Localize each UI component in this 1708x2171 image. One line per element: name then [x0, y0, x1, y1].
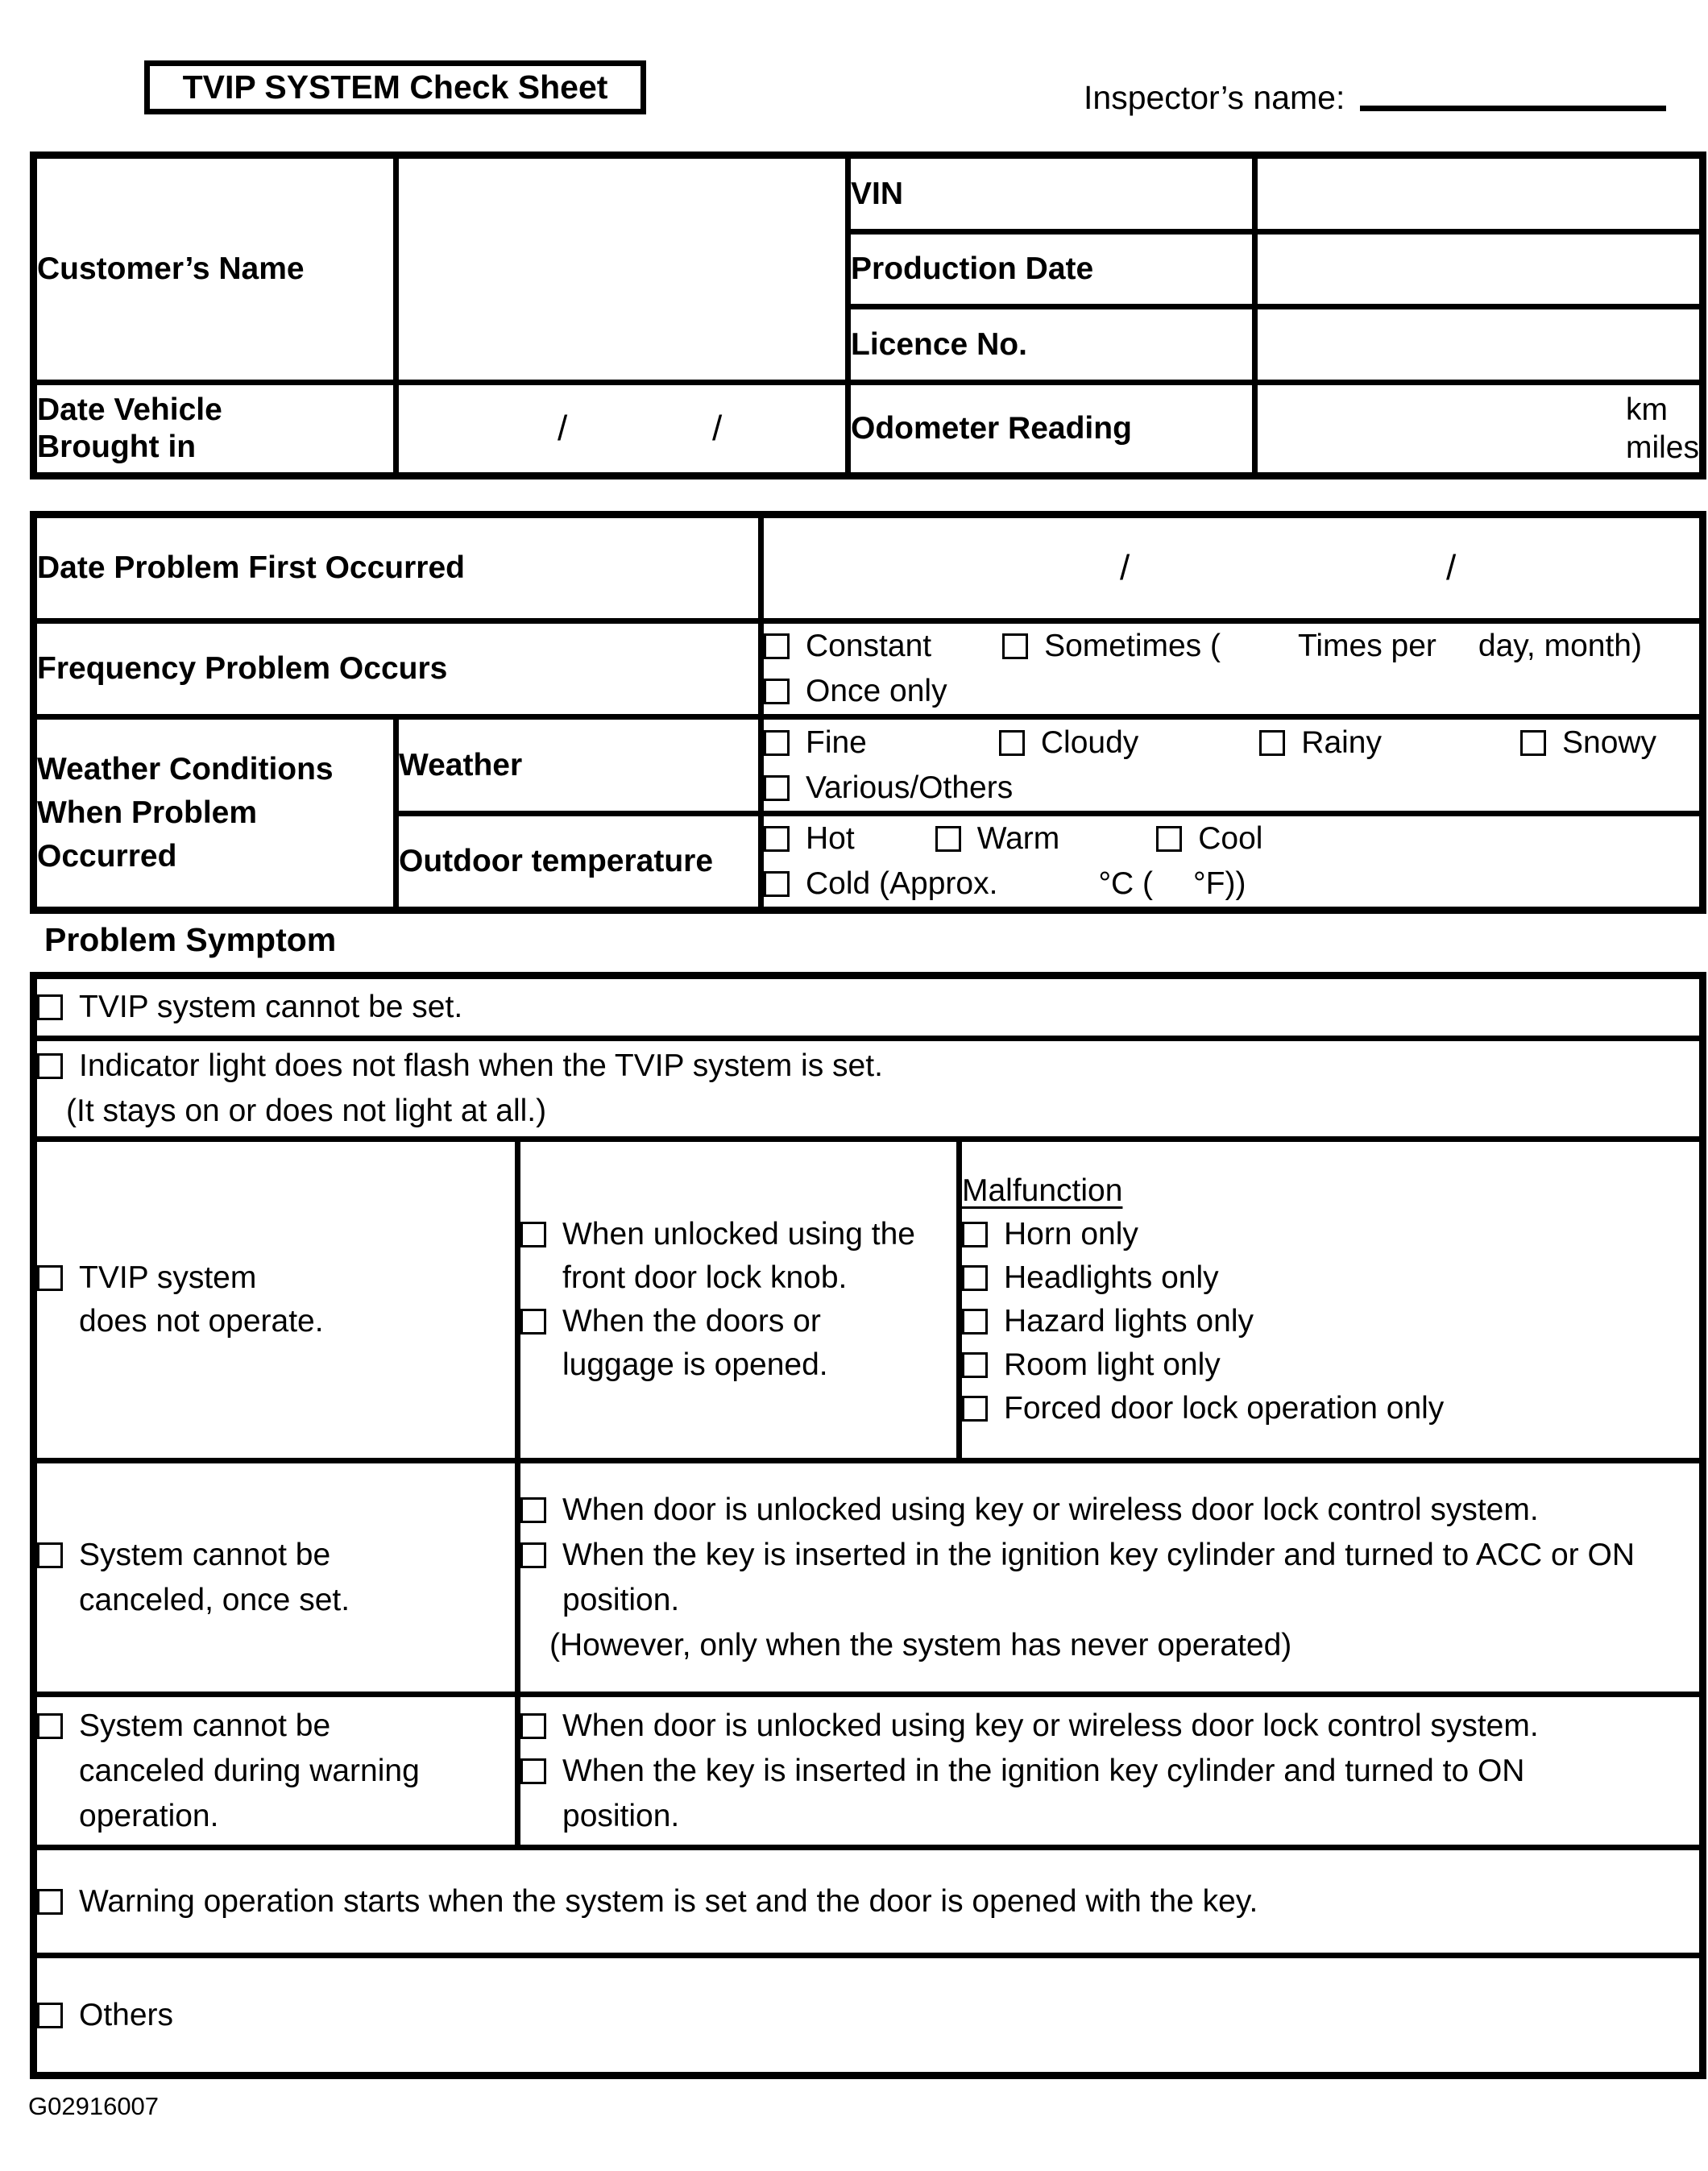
tvip-not-operate-line1: TVIP system [79, 1260, 257, 1295]
unit-miles: miles [1625, 430, 1699, 465]
cannot-cancel-warning-line3: operation. [79, 1798, 219, 1833]
symptom-row-cannot-set [34, 976, 1703, 1039]
fine-label: Fine [806, 724, 867, 760]
fahrenheit-label: °F)) [1193, 866, 1246, 901]
r5-key-on-line2: position. [562, 1798, 680, 1833]
indicator-light-label: Indicator light does not flash when the TVIP system is set. [79, 1048, 883, 1083]
problem-symptom-heading: Problem Symptom [44, 921, 337, 958]
frequency-options-cell [761, 621, 1703, 717]
checkbox-once-only[interactable] [764, 679, 790, 704]
licence-no-label-cell [848, 307, 1255, 383]
checkbox-r4-key-acc-on[interactable] [520, 1542, 546, 1568]
day-month-label: day, month) [1478, 629, 1642, 663]
checkbox-various-others[interactable] [764, 775, 790, 801]
indicator-light-note: (It stays on or does not light at all.) [66, 1094, 547, 1128]
r4-unlocked-key-wireless-label: When door is unlocked using key or wireless door lock control system. [562, 1492, 1539, 1527]
sometimes-label: Sometimes ( [1044, 629, 1221, 663]
cool-label: Cool [1198, 821, 1263, 856]
checkbox-cannot-cancel-once-set[interactable] [37, 1542, 63, 1568]
weather-label-cell [396, 717, 761, 814]
production-date-label: Production Date [851, 251, 1094, 286]
inspector-name-input-line[interactable] [1360, 106, 1666, 111]
figure-code: G02916007 [28, 2092, 160, 2120]
customer-name-label: Customer’s Name [37, 251, 305, 286]
date-problem-slash-2: / [1446, 548, 1457, 587]
symptom-row-cannot-cancel-conditions-cell [518, 1461, 1703, 1695]
date-vehicle-value-cell[interactable] [396, 383, 848, 476]
cannot-cancel-warning-line2: canceled during warning [79, 1753, 420, 1788]
checkbox-room-light-only[interactable] [962, 1352, 988, 1378]
outdoor-temperature-label: Outdoor temperature [399, 844, 714, 878]
checkbox-sometimes[interactable] [1002, 633, 1028, 659]
cold-label: Cold (Approx. [806, 866, 998, 901]
symptom-row-cannot-cancel-label-cell [34, 1461, 518, 1695]
frequency-label: Frequency Problem Occurs [37, 651, 448, 686]
licence-no-value-cell[interactable] [1255, 307, 1703, 383]
checkbox-hot[interactable] [764, 826, 790, 852]
cannot-cancel-once-set-line1: System cannot be [79, 1537, 331, 1572]
inspector-name-label: Inspector’s name: [1084, 79, 1345, 116]
checkbox-forced-door-lock-only[interactable] [962, 1396, 988, 1422]
checkbox-indicator-light[interactable] [37, 1053, 63, 1079]
hot-label: Hot [806, 821, 855, 856]
checkbox-rainy[interactable] [1259, 730, 1285, 756]
various-others-label: Various/Others [806, 770, 1014, 805]
r5-key-on-line1: When the key is inserted in the ignition key cylinder and turned to ON [562, 1753, 1525, 1788]
checkbox-cannot-cancel-during-warning[interactable] [37, 1713, 63, 1739]
doors-luggage-opened-line1: When the doors or [562, 1304, 821, 1339]
symptom-row-cannot-cancel-warning-conditions-cell [518, 1695, 1703, 1848]
vin-label: VIN [851, 176, 904, 211]
weather-label: Weather [399, 747, 523, 782]
warning-starts-label: Warning operation starts when the system is set and the door is opened with the key. [79, 1883, 1258, 1919]
headlights-only-label: Headlights only [1004, 1260, 1219, 1295]
r4-note: (However, only when the system has never operated) [549, 1627, 1292, 1662]
temperature-options-cell [761, 814, 1703, 911]
date-slash-2: / [712, 409, 723, 448]
checkbox-snowy[interactable] [1520, 730, 1546, 756]
snowy-label: Snowy [1562, 724, 1657, 760]
others-label: Others [79, 1997, 174, 2032]
symptom-row-warning-starts [34, 1848, 1703, 1956]
production-date-value-cell[interactable] [1255, 232, 1703, 307]
checkbox-unlocked-front-door-knob[interactable] [520, 1222, 546, 1247]
date-vehicle-label-line2: Brought in [37, 430, 197, 464]
horn-only-label: Horn only [1004, 1217, 1138, 1252]
checkbox-constant[interactable] [764, 633, 790, 659]
cannot-cancel-once-set-line2: canceled, once set. [79, 1582, 350, 1617]
date-problem-value-cell[interactable] [761, 515, 1703, 621]
customer-name-value-cell[interactable] [396, 156, 848, 383]
tvip-not-operate-line2: does not operate. [79, 1304, 324, 1339]
weather-conditions-line2: When Problem [37, 795, 258, 830]
checkbox-fine[interactable] [764, 730, 790, 756]
checkbox-cool[interactable] [1156, 826, 1182, 852]
odometer-label-cell [848, 383, 1255, 476]
licence-no-label: Licence No. [851, 326, 1027, 362]
date-problem-label-cell [34, 515, 761, 621]
times-per-label: Times per [1298, 629, 1436, 663]
weather-conditions-line1: Weather Conditions [37, 752, 334, 787]
cloudy-label: Cloudy [1040, 724, 1139, 760]
checkbox-cold[interactable] [764, 871, 790, 897]
weather-conditions-line3: Occurred [37, 839, 177, 874]
forced-door-lock-only-label: Forced door lock operation only [1004, 1391, 1445, 1426]
r5-unlocked-key-wireless-label: When door is unlocked using key or wireless door lock control system. [562, 1708, 1539, 1743]
form-title: TVIP SYSTEM Check Sheet [182, 68, 608, 106]
checkbox-doors-luggage-opened[interactable] [520, 1309, 546, 1335]
checkbox-tvip-cannot-be-set[interactable] [37, 994, 63, 1020]
problem-symptom-table [30, 972, 1706, 2079]
vin-label-cell [848, 156, 1255, 232]
vin-value-cell[interactable] [1255, 156, 1703, 232]
checkbox-horn-only[interactable] [962, 1222, 988, 1247]
unlocked-front-door-knob-line2: front door lock knob. [562, 1260, 848, 1295]
customer-info-table [30, 152, 1706, 479]
hazard-lights-only-label: Hazard lights only [1004, 1304, 1254, 1339]
checkbox-others[interactable] [37, 2003, 63, 2028]
outdoor-temperature-label-cell [396, 814, 761, 911]
odometer-label: Odometer Reading [851, 411, 1132, 446]
date-problem-slash-1: / [1120, 548, 1130, 587]
checkbox-warm[interactable] [935, 826, 961, 852]
r4-key-acc-on-line2: position. [562, 1582, 680, 1617]
customer-name-label-cell [34, 156, 396, 383]
production-date-label-cell [848, 232, 1255, 307]
cannot-cancel-warning-line1: System cannot be [79, 1708, 331, 1743]
doors-luggage-opened-line2: luggage is opened. [562, 1347, 828, 1382]
frequency-label-cell [34, 621, 761, 717]
problem-info-table [30, 511, 1706, 914]
tvip-cannot-be-set-label: TVIP system cannot be set. [79, 990, 463, 1024]
checkbox-tvip-not-operate[interactable] [37, 1265, 63, 1291]
checkbox-r4-unlocked-key-wireless[interactable] [520, 1497, 546, 1523]
checkbox-cloudy[interactable] [999, 730, 1025, 756]
date-slash-1: / [558, 409, 568, 448]
checkbox-hazard-lights-only[interactable] [962, 1309, 988, 1335]
odometer-value-cell[interactable] [1255, 383, 1703, 476]
celsius-label: °C ( [1098, 866, 1154, 901]
symptom-row-others [34, 1956, 1703, 2076]
malfunction-title: Malfunction [962, 1173, 1123, 1208]
weather-conditions-label-cell [34, 717, 396, 911]
room-light-only-label: Room light only [1004, 1347, 1221, 1382]
rainy-label: Rainy [1301, 724, 1382, 760]
date-vehicle-label-cell [34, 383, 396, 476]
date-problem-label: Date Problem First Occurred [37, 550, 465, 585]
weather-options-cell [761, 717, 1703, 814]
date-vehicle-label-line1: Date Vehicle [37, 392, 222, 427]
constant-label: Constant [806, 629, 932, 663]
form-title-box [144, 60, 646, 114]
checkbox-r5-key-on[interactable] [520, 1758, 546, 1784]
r4-key-acc-on-line1: When the key is inserted in the ignition key cylinder and turned to ACC or ON [562, 1537, 1635, 1572]
warm-label: Warm [976, 821, 1060, 856]
symptom-row-not-operate-conditions-cell [518, 1139, 960, 1461]
once-only-label: Once only [806, 674, 947, 708]
unlocked-front-door-knob-line1: When unlocked using the [562, 1217, 915, 1252]
symptom-row-not-operate-label-cell [34, 1139, 518, 1461]
checkbox-r5-unlocked-key-wireless[interactable] [520, 1713, 546, 1739]
symptom-row-cannot-cancel-warning-label-cell [34, 1695, 518, 1848]
checkbox-headlights-only[interactable] [962, 1265, 988, 1291]
symptom-row-indicator-light [34, 1039, 1703, 1139]
checkbox-warning-starts[interactable] [37, 1889, 63, 1915]
unit-km: km [1625, 392, 1668, 427]
malfunction-cell [960, 1139, 1703, 1461]
